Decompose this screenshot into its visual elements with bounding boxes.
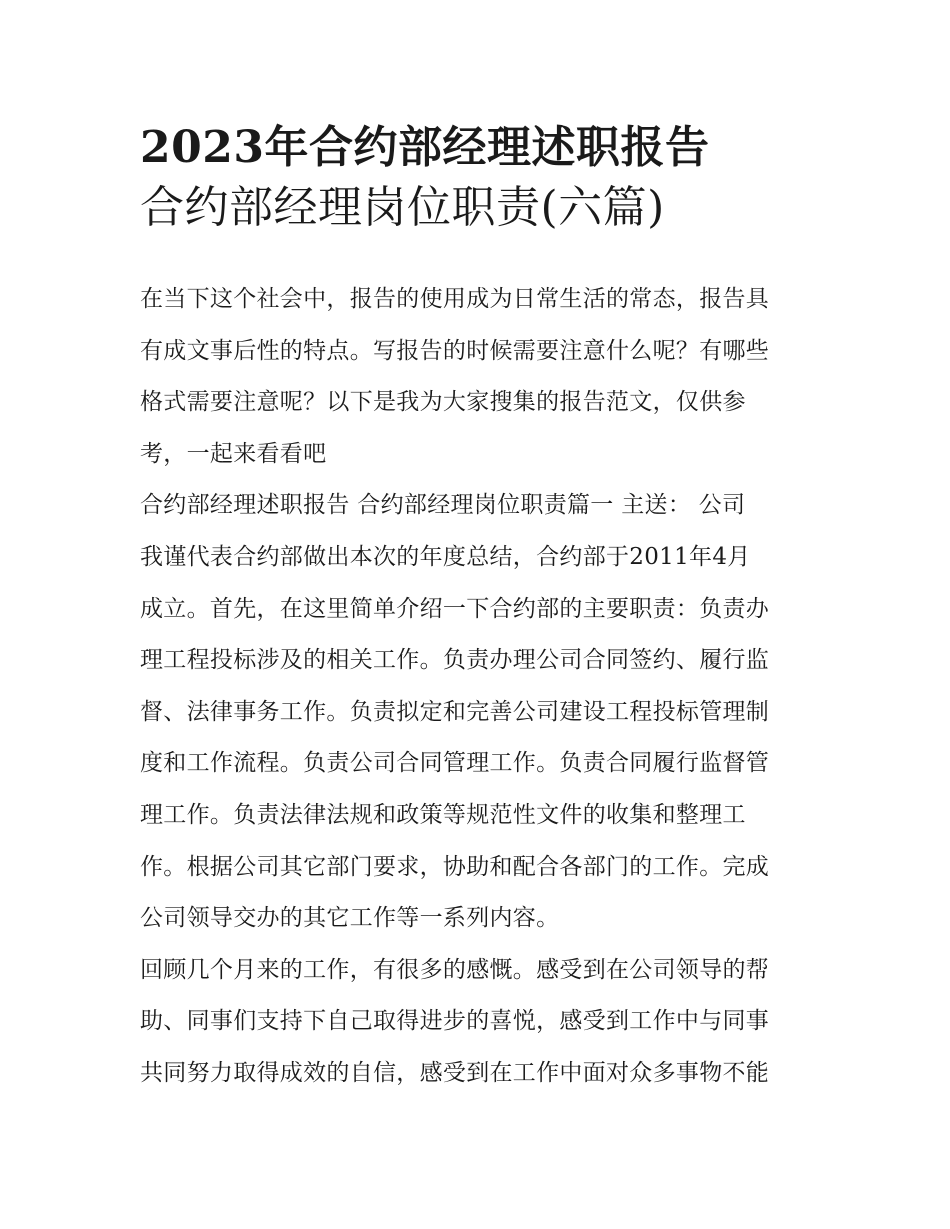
title-line-2: 合约部经理岗位职责(六篇): [140, 182, 665, 233]
body-line: 度和工作流程。负责公司合同管理工作。负责合同履行监督管: [140, 750, 770, 777]
body-line: 公司领导交办的其它工作等一系列内容。: [140, 905, 560, 932]
body-line: 合约部经理述职报告 合约部经理岗位职责篇一 主送： 公司: [140, 492, 746, 519]
body-line: 督、法律事务工作。负责拟定和完善公司建设工程投标管理制: [140, 698, 770, 725]
document-body: [140, 274, 812, 1100]
body-line: 有成文事后性的特点。写报告的时候需要注意什么呢？有哪些: [140, 337, 770, 364]
body-line: 共同努力取得成效的自信，感受到在工作中面对众多事物不能: [140, 1059, 770, 1086]
body-line: 理工程投标涉及的相关工作。负责办理公司合同签约、履行监: [140, 647, 770, 674]
body-line: 助、同事们支持下自己取得进步的喜悦，感受到工作中与同事: [140, 1008, 770, 1035]
body-line: 作。根据公司其它部门要求，协助和配合各部门的工作。完成: [140, 853, 770, 880]
body-line: 格式需要注意呢？以下是我为大家搜集的报告范文，仅供参: [140, 389, 746, 416]
body-line: 我谨代表合约部做出本次的年度总结，合约部于2011年4月: [140, 543, 751, 570]
body-line: 理工作。负责法律法规和政策等规范性文件的收集和整理工: [140, 801, 746, 828]
document-title: [140, 118, 820, 238]
body-line: 回顾几个月来的工作，有很多的感慨。感受到在公司领导的帮: [140, 956, 770, 983]
body-line: 成立。首先，在这里简单介绍一下合约部的主要职责：负责办: [140, 595, 770, 622]
body-line: 考，一起来看看吧: [140, 440, 327, 467]
title-line-1: 2023年合约部经理述职报告: [140, 122, 710, 173]
body-line: 在当下这个社会中，报告的使用成为日常生活的常态，报告具: [140, 286, 770, 312]
